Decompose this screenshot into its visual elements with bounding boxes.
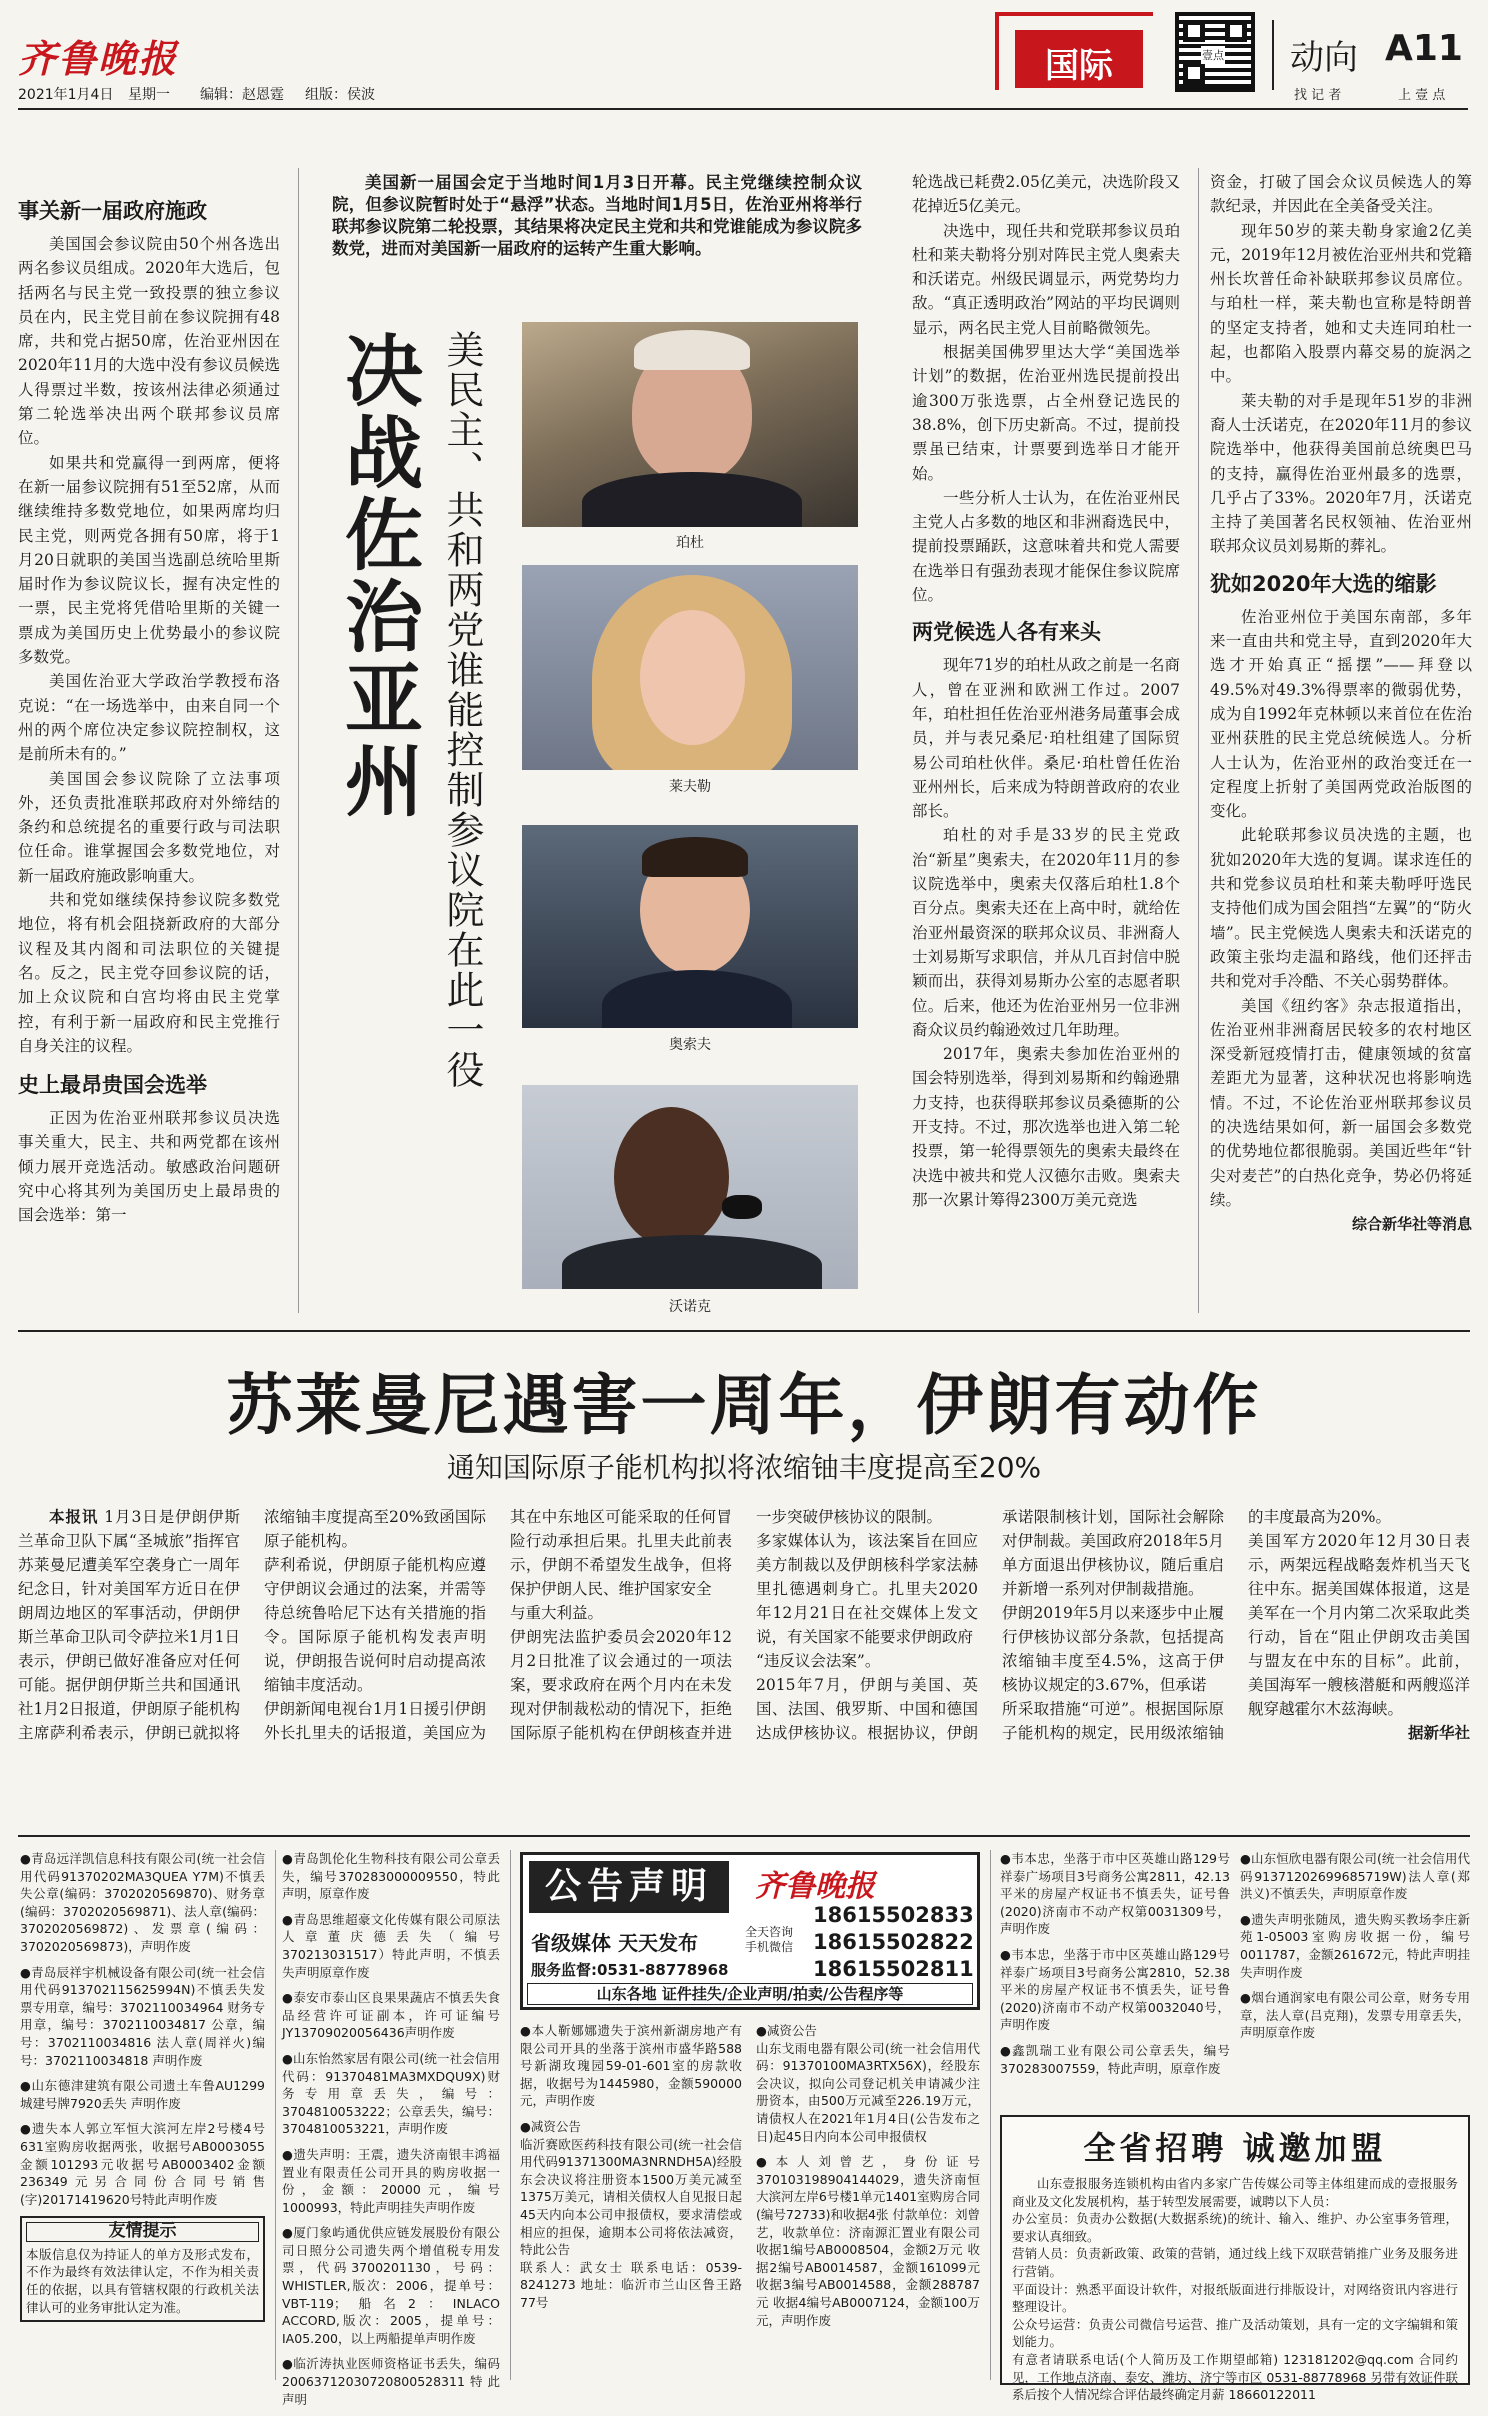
announcement-phone-3[interactable]: 18615502811 bbox=[813, 1957, 974, 1981]
recruitment-title: 全省招聘 诚邀加盟 bbox=[1083, 2129, 1387, 2167]
paragraph: “违反议会法案”。 2015年7月，伊朗与美国、英国、法国、俄罗斯、中国和德国达成伊核协议。根据协议，伊朗承诺限制核计划，国际社会解除对伊制裁。美国政府2018年5月单方面退出伊核协议，随后重启并新增一系列对伊制裁措施。 伊朗2019年5月以来逐步中止履行伊核协议部分条款，包括提高浓缩铀丰度至4.5%，这高于伊核协议规定的3.67%，但承诺 bbox=[756, 1508, 1224, 1742]
classified-item: ●青岛辰祥宇机械设备有限公司(统一社会信用代码913702115625994N)不慎丢失发票专用章，编号：3702110034964 财务专用章，编号：3702110034817 公章，编号：3702110034816 法人章(周祥火)编号：3702110034818 声明作废 bbox=[20, 1964, 265, 2068]
masthead bbox=[0, 0, 1488, 140]
paragraph: 2017年，奥索夫参加佐治亚州的国会特别选举，得到刘易斯和约翰逊鼎力支持，也获得联邦参议员桑德斯的公开支持。不过，那次选举也进入第二轮投票，第一轮得票领先的奥索夫最终在决选中被共和党人汉德尔击败。奥索夫那一次累计筹得2300万美元竞选 bbox=[912, 1045, 1180, 1209]
classified-item: ●山东恒欣电器有限公司(统一社会信用代码91371202699685719W)法人章(郑洪义)不慎丢失，声明原章作废 bbox=[1240, 1851, 1470, 1902]
classified-item: ●遗失声明张随凤，遗失购买教场李庄新苑1-05003室购房收据一份，编号0011787，金额261672元，特此声明挂失声明作废 bbox=[1240, 1911, 1470, 1980]
announcement-phone-2[interactable]: 18615502822 bbox=[813, 1930, 974, 1954]
classified-item: ●韦本忠，坐落于市中区英雄山路129号祥泰广场项目3号商务公寓2811，42.13平米的房屋产权证书不慎丢失，证号鲁(2020)济南市不动产权第0031309号，声明作废 bbox=[1000, 1851, 1230, 1937]
classified-column-1 bbox=[20, 1850, 265, 2322]
editor-credit: 编辑：赵恩霆 bbox=[200, 87, 284, 103]
designer-credit: 组版：侯波 bbox=[305, 87, 375, 103]
classified-item: ●厦门象屿通优供应链发展股份有限公司日照分公司遗失两个增值税专用发票，代码3700201130，号码：WHISTLER,版次：2006，提单号：VBT-119；船名2：INLACO ACCORD,版次：2005，提单号：IA05.200，以上两船提单声明作废 bbox=[282, 2225, 500, 2346]
paragraph: 所采取措施“可逆”。根据国际原子能机构的规定，民用级浓缩铀的丰度最高为20%。 美国军方2020年12月30日表示，两架远程战略轰炸机当天飞往中东。据美国媒体报道，这是美军在一个月内第二次采取此类行动，旨在“阻止伊朗攻击美国与盟友在中东的目标”。此前，美国海军一艘核潜艇和两艘巡洋舰穿越霍尔木兹海峡。 bbox=[1002, 1508, 1470, 1742]
paragraph: 资金，打破了国会众议员候选人的筹款纪录，并因此在全美备受关注。 bbox=[1210, 173, 1472, 216]
classified-item: ●泰安市泰山区良果果蔬店不慎丢失食品经营许可证副本，许可证编号JY13709020056436声明作废 bbox=[282, 1990, 500, 2041]
announcement-strip: 山东各地 证件挂失/企业声明/拍卖/公告程序等 bbox=[527, 1983, 973, 2005]
notice-body: 本版信息仅为持证人的单方及形式发布，不作为最终有效法律认定，不作为相关责任的依据，以具有管辖权限的行政机关法律认可的业务审批认定为准。 bbox=[26, 2246, 259, 2315]
section-right: 动向 bbox=[1290, 38, 1358, 78]
column-rule bbox=[990, 1850, 991, 2380]
second-story-body bbox=[18, 1505, 1470, 1815]
section-rule bbox=[18, 1330, 1470, 1332]
lead-label: 本报讯 bbox=[49, 1508, 99, 1526]
notice-title: 友情提示 bbox=[26, 2222, 259, 2242]
announcement-tag-1: 省级媒体 天天发布 bbox=[531, 1931, 698, 1955]
paragraph: 珀杜的对手是33岁的民主党政治“新星”奥索夫，在2020年11月的参议院选举中，奥索夫仅落后珀杜1.8个百分点。奥索夫还在上高中时，就给佐治亚州最资深的联邦众议员、非洲裔人士刘易斯写求职信，并从几百封信中脱颖而出，获得刘易斯办公室的志愿者职位。后来，他还为佐治亚州另一位非洲裔众议员约翰逊效过几年助理。 bbox=[912, 826, 1180, 1039]
byline: 综合新华社等消息 bbox=[1351, 1215, 1472, 1234]
byline: 据新华社 bbox=[1407, 1724, 1470, 1742]
classified-item: ●遗失声明：王震，遗失济南银丰鸿福置业有限责任公司开具的购房收据一份，金额：20000元，编号1000993，特此声明挂失声明作废 bbox=[282, 2146, 500, 2215]
column-rule bbox=[1198, 168, 1199, 1313]
classified-column-5 bbox=[1000, 1850, 1230, 2085]
reporter-label: 找 记 者 bbox=[1294, 88, 1342, 103]
classified-item: ●青岛凯伦化生物科技有限公司公章丢失，编号370283000009550，特此声明，原章作废 bbox=[282, 1851, 500, 1902]
paragraph: 正因为佐治亚州联邦参议员决选事关重大，民主、共和两党都在该州倾力展开竞选活动。敏感政治问题研究中心将其列为美国历史上最昂贵的国会选举：第一 bbox=[18, 1109, 280, 1225]
paragraph: 萨利希说，伊朗原子能机构应遵守伊朗议会通过的法案，并需等待总统鲁哈尼下达有关措施的指令。国际原子能机构发表声明说，伊朗报告说何时启动提高浓缩铀丰度活动。 伊朗新闻电视台1月1日援引伊朗外长扎里夫的话报道，美国应为其在中东地区可能采取的任何冒险行动承担后果。扎里夫此前表示，伊朗不希望发生战争，但将保护伊朗人民、维护国家安全 bbox=[264, 1508, 732, 1742]
recruitment-role: 公众号运营：负责公司微信号运营、推广及活动策划，具有一定的文字编辑和策划能力。 bbox=[1012, 2316, 1458, 2350]
caption-ossoff: 奥索夫 bbox=[669, 1037, 711, 1053]
recruitment-role: 办公室员：负责办公数据(大数据系统)的统计、输入、维护、办公室事务管理，要求认真细致。 bbox=[1012, 2211, 1458, 2244]
classified-column-2 bbox=[282, 1850, 500, 2416]
top-story-headline: 决战佐治亚州 bbox=[332, 330, 422, 822]
top-story-subheadline: 美民主、共和两党谁能控制参议院在此一役 bbox=[440, 330, 484, 1090]
photo-perdue bbox=[522, 322, 858, 527]
classified-item: ●减资公告 临沂赛欧医药科技有限公司(统一社会信用代码91371300MA3NRNDH5A)经股东会决议将注册资本1500万美元减至1375万美元，请相关债权人自见报日起45天内向本公司申报债权，要求清偿或相应的担保，逾期本公司将依法减资，特此公告 联系人：武女士 联系电话：0539-8241273 地址：临沂市兰山区鲁王路77号 bbox=[520, 2118, 742, 2310]
announcement-box bbox=[520, 1852, 980, 2010]
caption-loeffler: 莱夫勒 bbox=[669, 779, 711, 795]
classified-item: ●山东怡然家居有限公司(统一社会信用代码：91370481MA3MXDQU9X)财务专用章丢失，编号：3704810053222；公章丢失，编号：3704810053221，声明作废 bbox=[282, 2050, 500, 2137]
classified-item: ●减资公告 山东戈雨电器有限公司(统一社会信用代码：91370100MA3RTX56X)，经股东会决议，拟向公司登记机关申请减少注册资本，由500万元减至226.19万元，请债权人在2021年1月4日(公告发布之日)起45日内向本公司申报债权 bbox=[756, 2023, 980, 2144]
photo-warnock bbox=[522, 1085, 858, 1289]
section-label: 国际 bbox=[1045, 46, 1113, 86]
announcement-tag-2: 全天咨询 手机微信 bbox=[745, 1925, 794, 1954]
classified-item: ●青岛思维超豪文化传媒有限公司原法人章董庆德丢失（编号370213031517）特此声明，不慎丢失声明原章作废 bbox=[282, 1911, 500, 1980]
announcement-tag-3: 服务监督:0531-88778968 bbox=[531, 1961, 729, 1979]
second-story-headline: 苏莱曼尼遇害一周年，伊朗有动作 bbox=[226, 1367, 1262, 1444]
reporter-sub: 上 壹 点 bbox=[1398, 88, 1446, 103]
classified-item: ●韦本忠，坐落于市中区英雄山路129号祥泰广场项目3号商务公寓2810，52.38平米的房屋产权证书不慎丢失，证号鲁(2020)济南市不动产权第0032040号，声明作废 bbox=[1000, 1946, 1230, 2033]
classified-column-3 bbox=[520, 2022, 742, 2320]
paragraph: 轮选战已耗费2.05亿美元，决选阶段又花掉近5亿美元。 bbox=[912, 173, 1180, 216]
recruitment-box bbox=[1000, 2115, 1470, 2403]
paragraph: 1月3日是伊朗伊斯兰革命卫队下属“圣城旅”指挥官苏莱曼尼遭美军空袭身亡一周年纪念日，针对美国军方近日在伊朗周边地区的军事活动，伊朗伊斯兰革命卫队司令萨拉米1月1日表示，伊朗已做好准备应对任何可能。据伊朗伊斯兰共和国通讯社1月2日报道，伊朗原子能机构主席萨利希表示，伊朗已就拟将浓缩铀丰度提高至20%致函国际原子能机构。 bbox=[18, 1508, 486, 1742]
subheading-microcosm: 犹如2020年大选的缩影 bbox=[1210, 571, 1437, 596]
column-rule bbox=[510, 1850, 511, 2380]
announcement-logo: 齐鲁晚报 bbox=[755, 1869, 875, 1904]
paragraph: 与重大利益。 伊朗宪法监护委员会2020年12月2日批准了议会通过的一项法案，要求政府在两个月内在未发现对伊制裁松动的情况下，拒绝国际原子能机构在伊朗核查并进一步突破伊核协议的限制。 多家媒体认为，该法案旨在回应美方制裁以及伊朗核科学家法赫里扎德遇刺身亡。扎里夫2020年12月21日在社交媒体上发文说，有关国家不能要求伊朗政府 bbox=[510, 1508, 978, 1742]
classified-column-6 bbox=[1240, 1850, 1470, 2050]
paragraph: 美国国会参议院除了立法事项外，还负责批准联邦政府对外缔结的条约和总统提名的重要行政与司法职位任命。谁掌握国会多数党地位，对新一届政府施政影响重大。 bbox=[18, 769, 280, 885]
announcement-phone-1[interactable]: 18615502833 bbox=[813, 1903, 974, 1927]
paragraph: 决选中，现任共和党联邦参议员珀杜和莱夫勒将分别对阵民主党人奥索夫和沃诺克。州级民调显示，两党势均力敌。“真正透明政治”网站的平均民调则显示，两名民主党人目前略微领先。 bbox=[912, 221, 1180, 337]
paragraph: 美国《纽约客》杂志报道指出，佐治亚州非洲裔居民较多的农村地区深受新冠疫情打击，健康领域的贫富差距尤为显著，这种状况也将影响选情。不过，不论佐治亚州联邦参议员的决选结果如何，新一届国会多数党的优势地位都很脆弱。美国近些年“针尖对麦芒”的白热化竞争，势必仍将延续。 bbox=[1210, 996, 1472, 1209]
paragraph: 根据美国佛罗里达大学“美国选举计划”的数据，佐治亚州选民提前投出逾300万张选票，占全州登记选民的38.8%，创下历史新高。不过，提前投票虽已结束，计票要到选举日才能开始。 bbox=[912, 343, 1180, 483]
column-rule bbox=[275, 1850, 276, 2380]
top-story-lead: 美国新一届国会定于当地时间1月3日开幕。民主党继续控制众议院，但参议院暂时处于“悬浮”状态。当地时间1月5日，佐治亚州将举行联邦参议院第二轮投票，其结果将决定民主党和共和党谁能成为参议院多数党，进而对美国新一届政府的运转产生重大影响。 bbox=[332, 173, 862, 258]
top-story-column-1 bbox=[18, 190, 280, 1228]
page-number: A11 bbox=[1385, 28, 1463, 69]
newspaper-logo: 齐鲁晚报 bbox=[18, 36, 179, 81]
paragraph: 现年50岁的莱夫勒身家逾2亿美元，2019年12月被佐治亚州共和党籍州长坎普任命补缺联邦参议员席位。与珀杜一样，莱夫勒也宣称是特朗普的坚定支持者，她和丈夫连同珀杜一起，也都陷入股票内幕交易的旋涡之中。 bbox=[1210, 221, 1472, 386]
subheading-candidates: 两党候选人各有来头 bbox=[912, 620, 1101, 645]
paragraph: 莱夫勒的对手是现年51岁的非洲裔人士沃诺克，在2020年11月的参议院选举中，他获得美国前总统奥巴马的支持，赢得佐治亚州最多的选票，几乎占了33%。2020年7月，沃诺克主持了美国著名民权领袖、佐治亚州联邦众议员刘易斯的葬礼。 bbox=[1210, 391, 1472, 556]
recruitment-contact: 有意者请联系电话(个人简历及工作期望邮箱) 123181202@qq.com 合同约见，工作地点济南、泰安、潍坊、济宁等市区 0531-88778968 另带有效证件联系后按个人情况综合评估最终确定月薪 18660122011 bbox=[1012, 2351, 1458, 2403]
notice-box bbox=[20, 2216, 265, 2322]
recruitment-body: 山东壹报服务连锁机构由省内多家广告传媒公司等主体组建而成的壹报服务商业及文化发展机构，基于转型发展需要，诚聘以下人员： bbox=[1012, 2176, 1458, 2209]
second-story-subheadline: 通知国际原子能机构拟将浓缩铀丰度提高至20% bbox=[446, 1451, 1042, 1484]
top-story-column-4 bbox=[1210, 170, 1472, 1236]
classified-item: ●山东德津建筑有限公司遗土车鲁AU1299城建号牌7920丢失 声明作废 bbox=[20, 2078, 265, 2111]
photo-ossoff bbox=[522, 825, 858, 1028]
classified-item: ●临沂涛执业医师资格证书丢失，编码20063712030720800528311特此声明 bbox=[282, 2356, 500, 2407]
classified-column-4 bbox=[756, 2022, 980, 2337]
masthead-rule bbox=[18, 108, 1468, 110]
paragraph: 现年71岁的珀杜从政之前是一名商人，曾在亚洲和欧洲工作过。2007年，珀杜担任佐治亚州港务局董事会成员，并与表兄桑尼·珀杜组建了国际贸易公司珀杜伙伴。桑尼·珀杜曾任佐治亚州州长，后来成为特朗普政府的农业部长。 bbox=[912, 656, 1180, 821]
top-story-column-3 bbox=[912, 170, 1180, 1212]
subheading-policy: 事关新一届政府施政 bbox=[18, 199, 207, 223]
announcement-title: 公告声明 bbox=[529, 1861, 729, 1913]
classified-item: ●本人靳娜娜遗失于滨州新湖房地产有限公司开具的坐落于滨州市盛华路588号新湖玫瑰园59-01-601室的房款收据，收据号为1445980，金额590000元，声明作废 bbox=[520, 2023, 742, 2109]
caption-perdue: 珀杜 bbox=[676, 535, 704, 551]
classified-item: ●本人刘曾艺，身份证号370103198904144029，遗失济南恒大滨河左岸6号楼1单元1401室购房合同(编号72733)和收据4张 付款单位：刘曾艺，收款单位：济南源汇置业有限公司 收据1编号AB0008504，金额2万元 收据2编号AB0014587，金额161099元 收据3编号AB0014588，金额288787元 收据4编号AB0007124，金额100万元，声明作废 bbox=[756, 2154, 980, 2328]
paragraph: 美国国会参议院由50个州各选出两名参议员组成。2020年大选后，包括两名与民主党一致投票的独立参议员在内，民主党目前在参议院拥有48席，共和党占据50席，佐治亚州因在2020年11月的大选中没有参议员候选人得票过半数，按该州法律必须通过第二轮选举决出两个联邦参议员席位。 bbox=[18, 235, 280, 448]
subheading-expensive: 史上最昂贵国会选举 bbox=[18, 1073, 207, 1098]
issue-date: 2021年1月4日 bbox=[18, 87, 114, 103]
issue-weekday: 星期一 bbox=[128, 87, 170, 103]
classified-item: ●青岛远洋凯信息科技有限公司(统一社会信用代码91370202MA3QUEA Y7M)不慎丢失公章(编码：3702020569870)、财务章(编码：3702020569871)、法人章(编码：3702020569872)、发票章(编码：3702020569873)，声明作废 bbox=[20, 1851, 265, 1954]
photo-loeffler bbox=[522, 565, 858, 770]
qr-center-label: 壹点 bbox=[1201, 46, 1225, 64]
paragraph: 一些分析人士认为，在佐治亚州民主党人占多数的地区和非洲裔选民中，提前投票踊跃，这意味着共和党人需要在选举日有强劲表现才能保住参议院席位。 bbox=[912, 488, 1180, 605]
column-rule bbox=[298, 168, 299, 1313]
paragraph: 此轮联邦参议员决选的主题，也犹如2020年大选的复调。谋求连任的共和党参议员珀杜和莱夫勒呼吁选民支持他们成为国会阻挡“左翼”的“防火墙”。民主党候选人奥索夫和沃诺克的政策主张均走温和路线，他们还抨击共和党对手冷酷、不关心弱势群体。 bbox=[1210, 826, 1472, 991]
classified-item: ●鑫凯瑞工业有限公司公章丢失，编号370283007559，特此声明，原章作废 bbox=[1000, 2042, 1230, 2076]
paragraph: 共和党如继续保持参议院多数党地位，将有机会阻挠新政府的大部分议程及其内阁和司法职位的关键提名。反之，民主党夺回参议院的话，加上众议院和白宫均将由民主党掌控，有利于新一届政府和民主党推行自身关注的议程。 bbox=[18, 891, 280, 1055]
paragraph: 如果共和党赢得一到两席，便将在新一届参议院拥有51至52席，从而继续维持多数党地位，如果两席均归民主党，则两党各拥有50席，将于1月20日就职的美国当选副总统哈里斯届时作为参议院议长，握有决定性的一票，民主党将凭借哈里斯的关键一票成为美国历史上优势最小的参议院多数党。 bbox=[18, 453, 280, 667]
paragraph: 美国佐治亚大学政治学教授布洛克说：“在一场选举中，由来自同一个州的两个席位决定参议院控制权，这是前所未有的。” bbox=[18, 672, 280, 764]
paragraph: 佐治亚州位于美国东南部，多年来一直由共和党主导，直到2020年大选才开始真正“摇摆”——拜登以49.5%对49.3%得票率的微弱优势，成为自1992年克林顿以来首位在佐治亚州获胜的民主党总统候选人。分析人士认为，佐治亚州的政治变迁在一定程度上折射了美国两党政治版图的变化。 bbox=[1210, 607, 1472, 821]
recruitment-role: 平面设计：熟悉平面设计软件，对报纸版面进行排版设计，对网络资讯内容进行整理设计。 bbox=[1012, 2281, 1458, 2315]
classified-item: ●烟台通润家电有限公司公章，财务专用章，法人章(吕克翔)，发票专用章丢失，声明原章作废 bbox=[1240, 1990, 1470, 2041]
caption-warnock: 沃诺克 bbox=[669, 1299, 711, 1315]
section-rule bbox=[18, 1835, 1470, 1837]
vertical-divider bbox=[1272, 20, 1274, 90]
recruitment-role: 营销人员：负责新政策、政策的营销，通过线上线下双联营销推广业务及服务进行营销。 bbox=[1012, 2246, 1458, 2279]
classified-item: ●遗失本人郭立军恒大滨河左岸2号楼4号631室购房收据两张，收据号AB0003055金额101293元收据号AB0003402金额236349元另合同份合同号销售(字)20171419620号特此声明作废 bbox=[20, 2121, 265, 2207]
qr-code[interactable] bbox=[1175, 12, 1255, 92]
